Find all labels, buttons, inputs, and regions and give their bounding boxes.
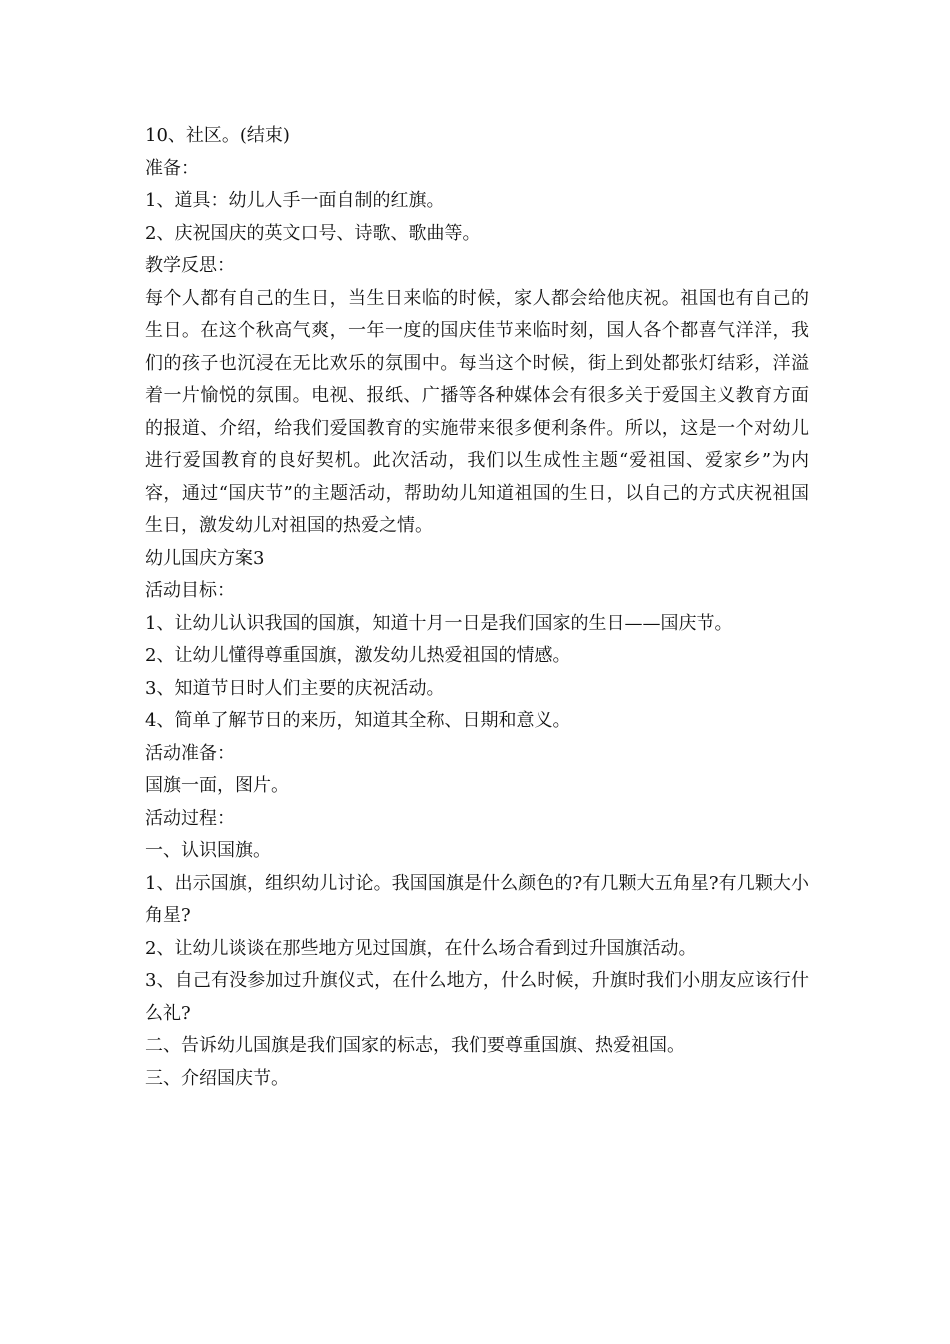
list-item-slogans: 2、庆祝国庆的英文口号、诗歌、歌曲等。 — [145, 222, 481, 244]
step-introduce-national-day: 三、介绍国庆节。 — [145, 1067, 289, 1089]
list-item-step-1: 1、出示国旗，组织幼儿讨论。我国国旗是什么颜色的?有几颗大五角星?有几颗大小角星? — [145, 872, 809, 926]
step-flag-symbol: 二、告诉幼儿国旗是我们国家的标志，我们要尊重国旗、热爱祖国。 — [145, 1035, 685, 1056]
list-item-step-2: 2、让幼儿谈谈在那些地方见过国旗，在什么场合看到过升国旗活动。 — [145, 937, 697, 959]
list-item-goal-2: 2、让幼儿懂得尊重国旗，激发幼儿热爱祖国的情感。 — [145, 645, 571, 666]
section-title-plan-3: 幼儿国庆方案3 — [145, 547, 265, 569]
heading-activity-preparation: 活动准备： — [145, 742, 235, 764]
list-item-step-3: 3、自己有没参加过升旗仪式，在什么地方，什么时候，升旗时我们小朋友应该行什么礼? — [145, 970, 809, 1024]
list-item-goal-1: 1、让幼儿认识我国的国旗，知道十月一日是我们国家的生日——国庆节。 — [145, 612, 733, 634]
step-know-flag: 一、认识国旗。 — [145, 840, 271, 861]
list-item-props: 1、道具：幼儿人手一面自制的红旗。 — [145, 190, 445, 211]
document-body — [145, 120, 809, 1095]
heading-activity-goals: 活动目标： — [145, 580, 235, 601]
paragraph-end-community: 10、社区。(结束) — [145, 125, 290, 146]
heading-preparation: 准备： — [145, 157, 199, 179]
paragraph-materials: 国旗一面，图片。 — [145, 775, 289, 796]
list-item-goal-3: 3、知道节日时人们主要的庆祝活动。 — [145, 677, 445, 699]
heading-teaching-reflection: 教学反思： — [145, 255, 235, 276]
paragraph-reflection: 每个人都有自己的生日，当生日来临的时候，家人都会给他庆祝。祖国也有自己的生日。在这个秋高气爽，一年一度的国庆佳节来临时刻，国人各个都喜气洋洋，我们的孩子也沉浸在无比欢乐的氛围中。每当这个时候，街上到处都张灯结彩，洋溢着一片愉悦的氛围。电视、报纸、广播等各种媒体会有很多关于爱国主义教育方面的报道、介绍，给我们爱国教育的实施带来很多便利条件。所以，这是一个对幼儿进行爱国教育的良好契机。此次活动，我们以生成性主题“爱祖国、爱家乡”为内容，通过“国庆节”的主题活动，帮助幼儿知道祖国的生日，以自己的方式庆祝祖国生日，激发幼儿对祖国的热爱之情。 — [145, 287, 809, 536]
heading-activity-process: 活动过程： — [145, 807, 235, 829]
list-item-goal-4: 4、简单了解节日的来历，知道其全称、日期和意义。 — [145, 710, 571, 731]
